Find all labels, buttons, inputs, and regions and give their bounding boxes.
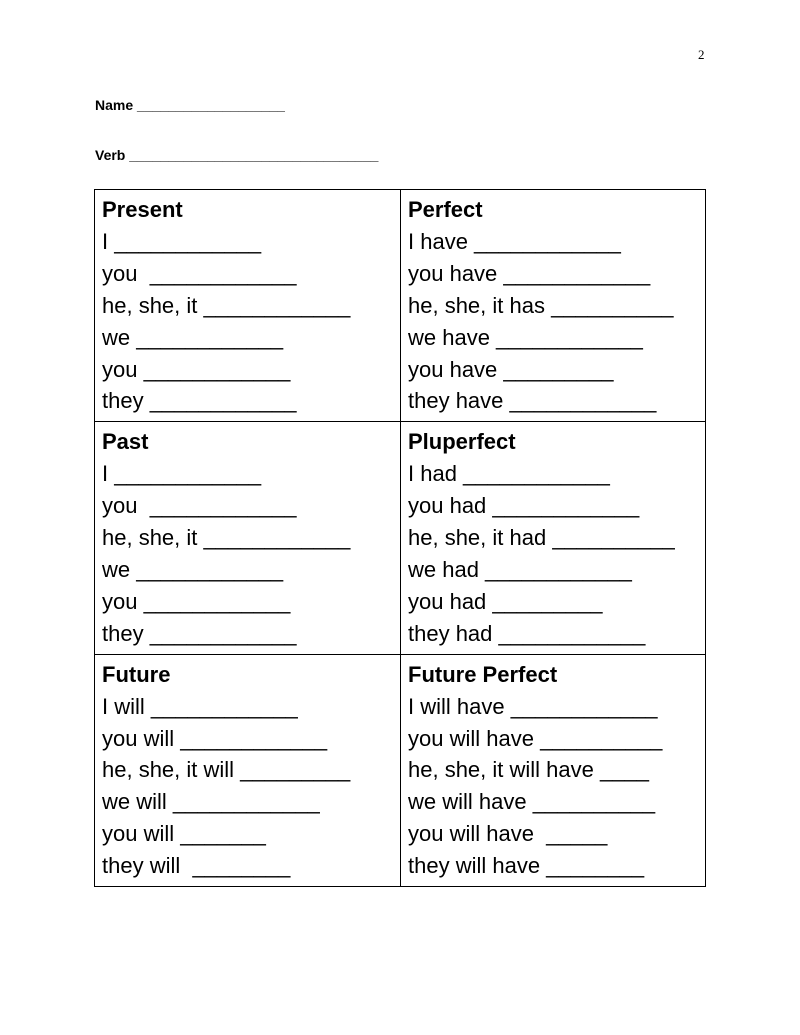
page-number: 2 [698,47,705,62]
conjugation-line[interactable]: they will have ________ [408,853,645,879]
tense-cell-pluperfect [401,422,706,654]
name-blank[interactable]: ___________________ [137,97,285,113]
conjugation-line[interactable]: you ____________ [102,356,291,382]
tense-title: Present [102,197,183,222]
tense-title: Pluperfect [408,429,516,455]
conjugation-table [94,189,706,887]
conjugation-line[interactable]: he, she, it had __________ [408,525,675,551]
conjugation-line[interactable]: you will _______ [102,821,266,847]
conjugation-line[interactable]: he, she, it has __________ [408,292,674,318]
conjugation-line[interactable]: you will have _____ [408,821,608,847]
conjugation-line[interactable]: we will have __________ [408,789,656,815]
conjugation-line[interactable]: he, she, it will _________ [102,757,351,783]
conjugation-line[interactable]: you will ____________ [102,725,328,751]
conjugation-line[interactable]: you ____________ [102,260,297,286]
conjugation-line[interactable]: we have ____________ [408,324,643,350]
table-row [95,422,706,654]
verb-blank[interactable]: ________________________________ [129,147,379,163]
conjugation-line[interactable]: we will ____________ [102,789,320,815]
tense-title: Past [102,429,149,455]
tense-cell-present [95,190,401,422]
tense-cell-future [95,654,401,886]
conjugation-line[interactable]: you ____________ [102,493,297,519]
conjugation-line[interactable]: you had ____________ [408,493,640,519]
conjugation-line[interactable]: you will have __________ [408,725,663,751]
conjugation-line[interactable]: we ____________ [102,556,284,582]
table-row [95,190,706,422]
conjugation-line[interactable]: they had ____________ [408,620,646,646]
tense-cell-past [95,422,401,654]
tense-title: Perfect [408,197,483,222]
conjugation-line[interactable]: they have ____________ [408,388,657,414]
verb-label: Verb [95,147,126,163]
conjugation-line[interactable]: he, she, it ____________ [102,525,351,551]
name-label: Name [95,97,134,113]
conjugation-line[interactable]: I had ____________ [408,461,610,487]
conjugation-line[interactable]: he, she, it will have ____ [408,757,649,783]
conjugation-line[interactable]: I will ____________ [102,693,298,719]
table-row [95,654,706,886]
name-field[interactable] [95,97,285,113]
conjugation-line[interactable]: you have ____________ [408,260,651,286]
conjugation-line[interactable]: they ____________ [102,620,297,646]
conjugation-line[interactable]: I ____________ [102,461,262,487]
conjugation-line[interactable]: I will have ____________ [408,693,658,719]
tense-title: Future [102,661,171,687]
conjugation-line[interactable]: they ____________ [102,388,297,414]
conjugation-line[interactable]: they will ________ [102,853,291,879]
conjugation-line[interactable]: you had _________ [408,588,603,614]
tense-cell-perfect [401,190,706,422]
conjugation-line[interactable]: we had ____________ [408,556,632,582]
verb-field[interactable] [95,147,378,163]
conjugation-line[interactable]: you ____________ [102,588,291,614]
conjugation-line[interactable]: I have ____________ [408,228,621,254]
conjugation-line[interactable]: I ____________ [102,228,262,254]
tense-cell-future-perfect [401,654,706,886]
conjugation-line[interactable]: we ____________ [102,324,284,350]
tense-title: Future Perfect [408,661,558,687]
conjugation-line[interactable]: you have _________ [408,356,614,382]
conjugation-line[interactable]: he, she, it ____________ [102,292,351,318]
